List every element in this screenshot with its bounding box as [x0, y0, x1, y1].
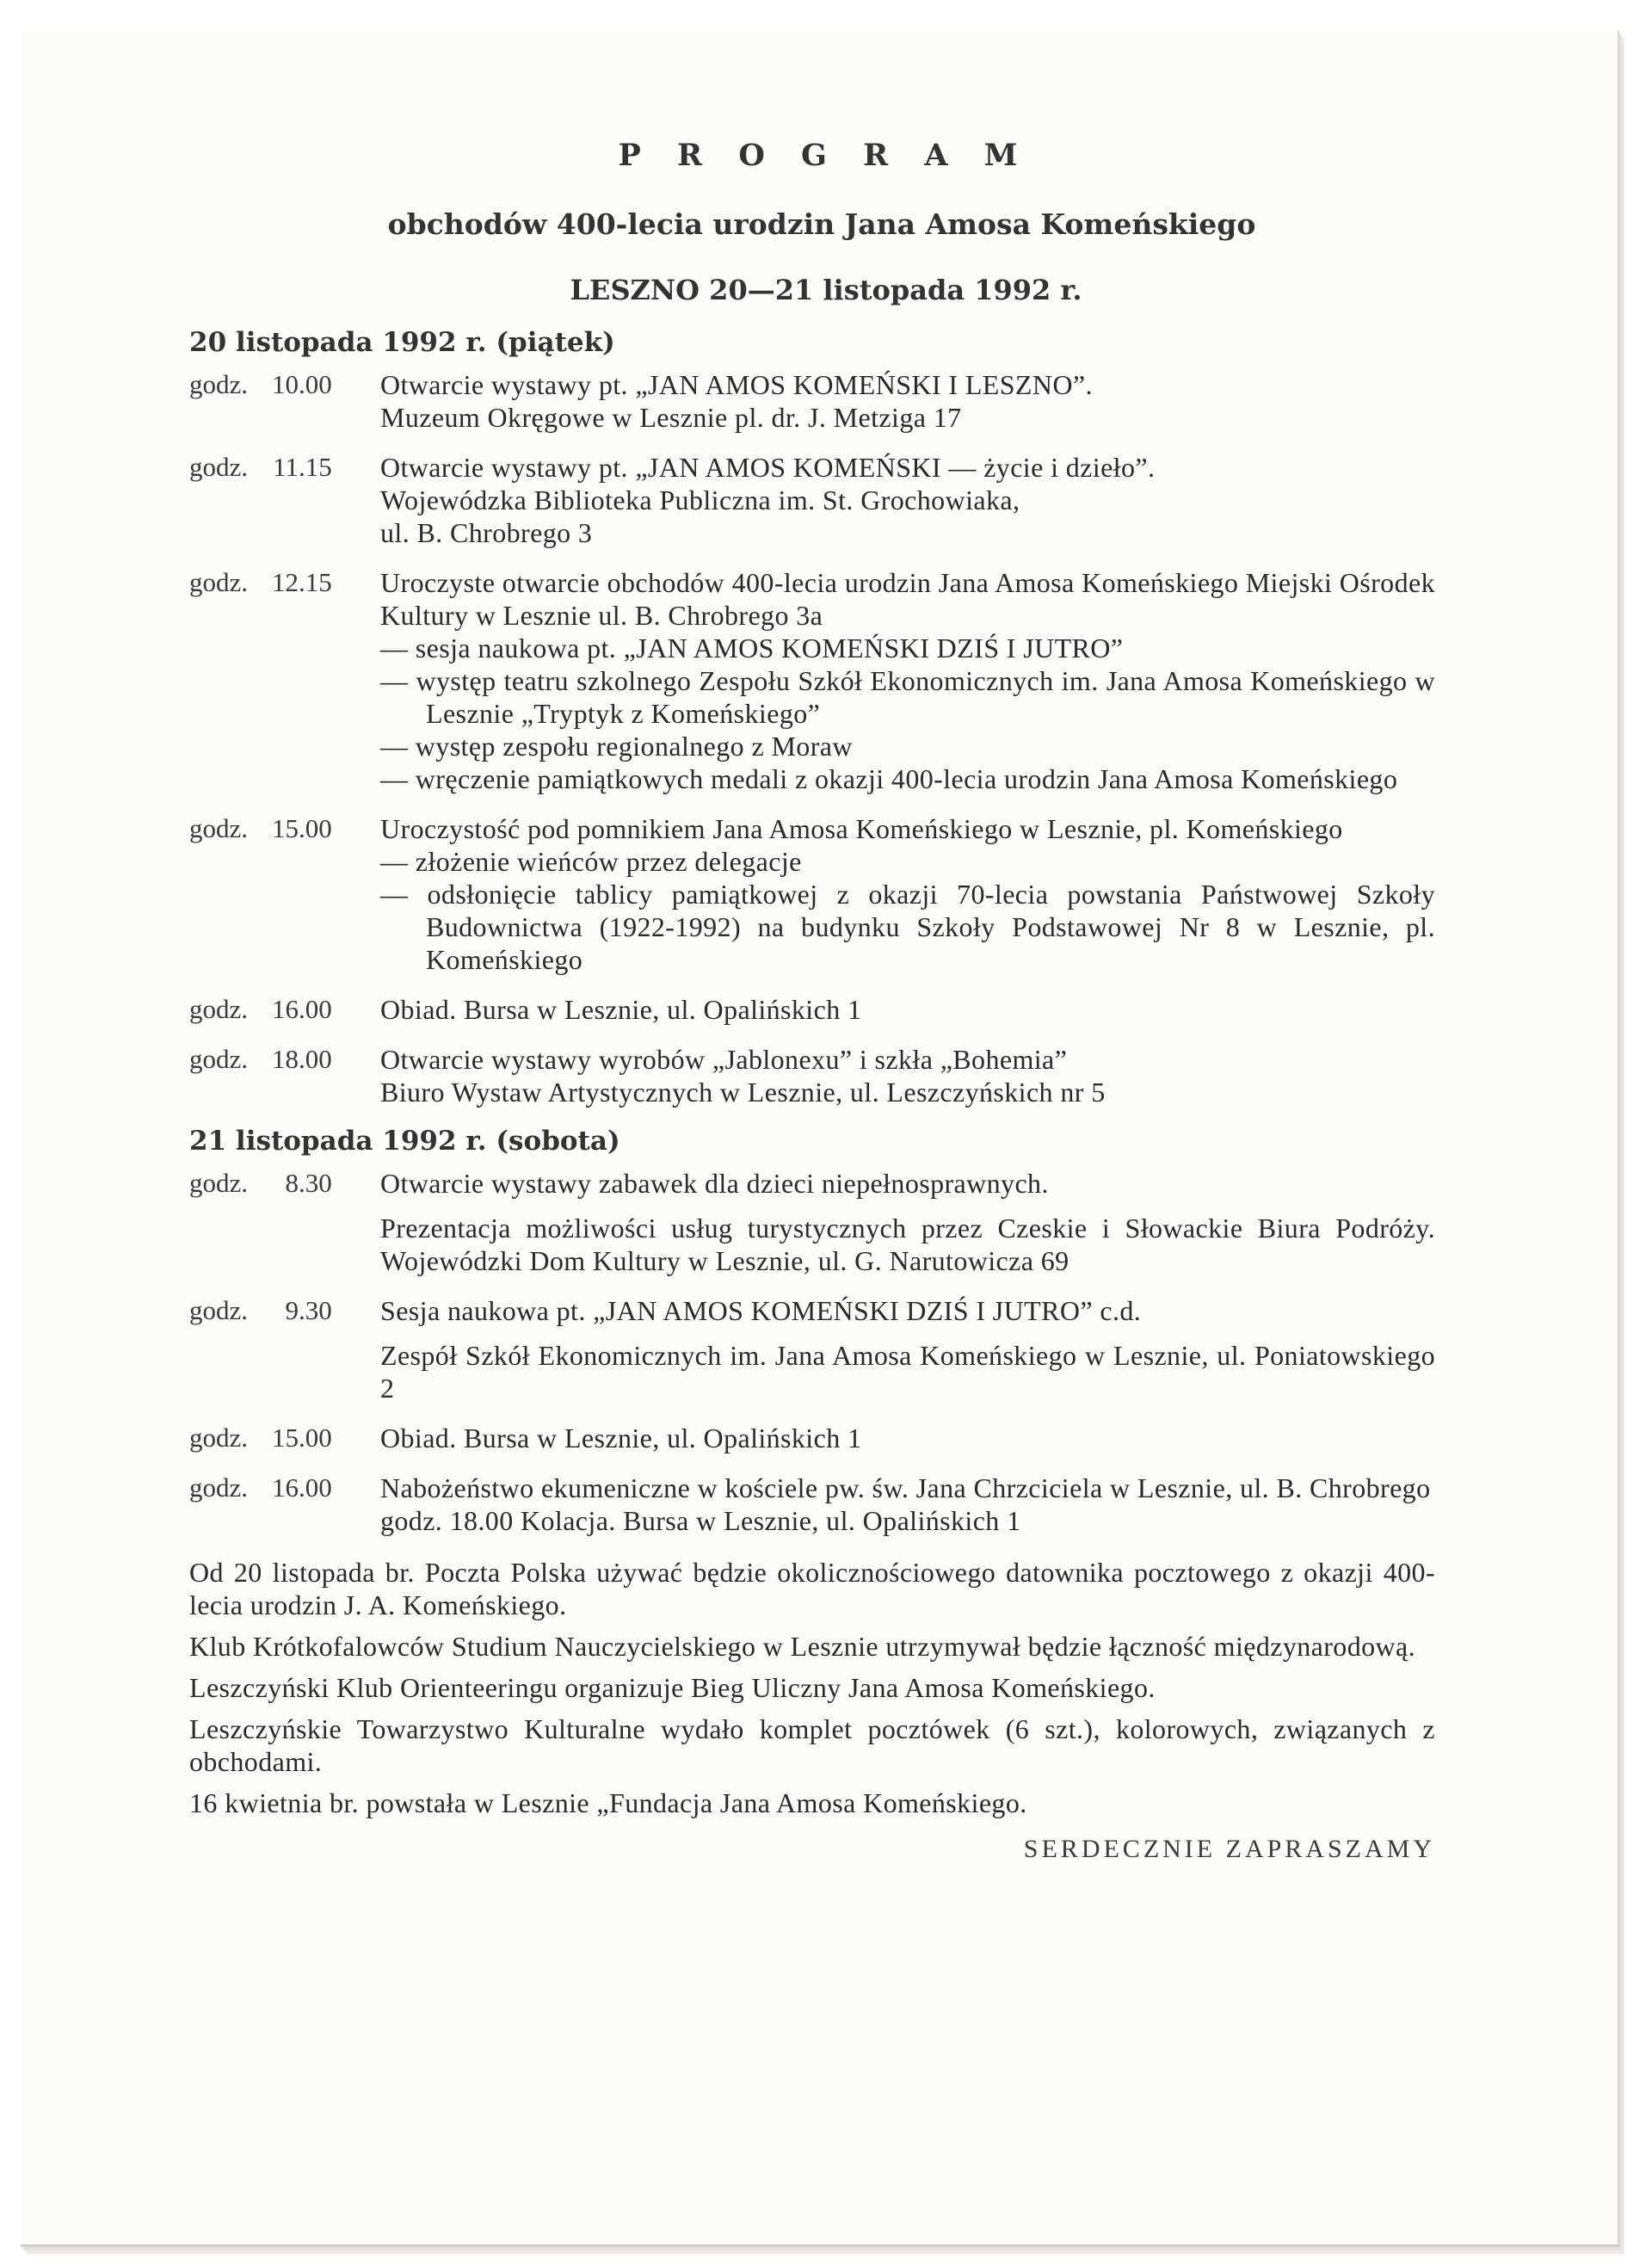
entry-time: godz. 12.15 [189, 567, 332, 597]
entry-body: Nabożeństwo ekumeniczne w kościele pw. św. Jana Chrzciciela w Lesznie, ul. B. Chrobrego godz. 18.00 Kolacja. Bursa w Lesznie, ul. Opalińskich 1 [380, 1472, 1435, 1537]
program-document [189, 103, 1435, 1864]
schedule-entry [189, 1167, 1435, 1277]
closing-invitation: SERDECZNIE ZAPRASZAMY [1023, 1835, 1435, 1863]
schedule-entry [189, 812, 1435, 976]
day-heading-2: 21 listopada 1992 r. (sobota) [189, 1126, 620, 1157]
entry-time: godz. 11.15 [189, 452, 332, 482]
entry-item: — odsłonięcie tablicy pamiątkowej z okazji 70-lecia powstania Państwowej Szkoły Budownictwa (1922-1992) na budynku Szkoły Podstawowej Nr 8 w Lesznie, pl. Komeńskiego [380, 879, 1435, 975]
schedule-entry [189, 368, 1435, 434]
paper-sheet [21, 31, 1619, 2247]
entry-body: Obiad. Bursa w Lesznie, ul. Opalińskich 1 [380, 994, 862, 1025]
schedule-entry [189, 566, 1435, 795]
schedule-entry [189, 1422, 1435, 1454]
entry-time: godz. 16.00 [189, 1472, 332, 1503]
entry-body: Otwarcie wystawy pt. „JAN AMOS KOMEŃSKI I LESZNO”. Muzeum Okręgowe w Lesznie pl. dr. J. Metziga 17 [380, 369, 1093, 433]
entry-item: — sesja naukowa pt. „JAN AMOS KOMEŃSKI DZIŚ I JUTRO” [380, 633, 1124, 663]
entry-time: godz. 9.30 [189, 1295, 332, 1325]
entry-time: godz. 18.00 [189, 1044, 332, 1074]
entry-body: Otwarcie wystawy zabawek dla dzieci niepełnosprawnych. Prezentacja możliwości usług turystycznych przez Czeskie i Słowackie Biura Podróży. Wojewódzki Dom Kultury w Lesznie, ul. G. Narutowicza 69 [380, 1168, 1435, 1276]
entry-time: godz. 16.00 [189, 994, 332, 1024]
entry-item: — wręczenie pamiątkowych medali z okazji 400-lecia urodzin Jana Amosa Komeńskiego [380, 763, 1398, 794]
program-subtitle: obchodów 400-lecia urodzin Jana Amosa Komeńskiego [387, 207, 1256, 241]
schedule-entry [189, 1472, 1435, 1537]
notes-section [189, 1556, 1435, 1819]
note-paragraph: 16 kwietnia br. powstała w Lesznie „Fundacja Jana Amosa Komeńskiego. [189, 1787, 1027, 1818]
entry-time: godz. 10.00 [189, 369, 332, 399]
day-heading-1: 20 listopada 1992 r. (piątek) [189, 327, 615, 358]
note-paragraph: Klub Krótkofalowców Studium Nauczycielskiego w Lesznie utrzymywał będzie łączność międzynarodową. [189, 1631, 1416, 1662]
schedule-entry [189, 1043, 1435, 1108]
sub-entry: godz. 18.00 Kolacja. Bursa w Lesznie, ul. Opalińskich 1 [380, 1505, 1021, 1536]
entry-item: — występ zespołu regionalnego z Moraw [380, 731, 853, 762]
note-paragraph: Leszczyński Klub Orienteeringu organizuje Bieg Uliczny Jana Amosa Komeńskiego. [189, 1672, 1156, 1703]
note-paragraph: Od 20 listopada br. Poczta Polska używać będzie okolicznościowego datownika pocztowego z okazji 400-lecia urodzin J. A. Komeńskiego. [189, 1557, 1435, 1620]
entry-body: Otwarcie wystawy pt. „JAN AMOS KOMEŃSKI — życie i dzieło”. Wojewódzka Biblioteka Publiczna im. St. Grochowiaka, ul. B. Chrobrego 3 [380, 452, 1156, 548]
schedule-entry [189, 1294, 1435, 1404]
entry-body: Obiad. Bursa w Lesznie, ul. Opalińskich 1 [380, 1423, 862, 1453]
entry-time: godz. 15.00 [189, 813, 332, 843]
schedule-entry [189, 993, 1435, 1026]
entry-time: godz. 8.30 [189, 1168, 332, 1198]
entry-body: Uroczystość pod pomnikiem Jana Amosa Komeńskiego w Lesznie, pl. Komeńskiego — złożenie wieńców przez delegacje — odsłonięcie tablicy pamiątkowej z okazji 70-lecia powstania Państwowej Szkoły Budownictwa (1922-1992) na budynku Szkoły Podstawowej Nr 8 w Lesznie, pl. Komeńskiego [380, 813, 1435, 975]
entry-body: Uroczyste otwarcie obchodów 400-lecia urodzin Jana Amosa Komeńskiego Miejski Ośrodek Kultury w Lesznie ul. B. Chrobrego 3a — sesja naukowa pt. „JAN AMOS KOMEŃSKI DZIŚ I JUTRO” — występ teatru szkolnego Zespołu Szkół Ekonomicznych im. Jana Amosa Komeńskiego w Lesznie „Tryptyk z Komeńskiego” — występ zespołu regionalnego z Moraw — wręczenie pamiątkowych medali z okazji 400-lecia urodzin Jana Amosa Komeńskiego [380, 567, 1435, 794]
entry-body: Otwarcie wystawy wyrobów „Jablonexu” i szkła „Bohemia” Biuro Wystaw Artystycznych w Lesznie, ul. Leszczyńskich nr 5 [380, 1044, 1106, 1108]
entry-item: — złożenie wieńców przez delegacje [380, 846, 802, 877]
note-paragraph: Leszczyńskie Towarzystwo Kulturalne wydało komplet pocztówek (6 szt.), kolorowych, związanych z obchodami. [189, 1713, 1435, 1777]
schedule-entry [189, 451, 1435, 549]
entry-body: Sesja naukowa pt. „JAN AMOS KOMEŃSKI DZIŚ I JUTRO” c.d. Zespół Szkół Ekonomicznych im. Jana Amosa Komeńskiego w Lesznie, ul. Poniatowskiego 2 [380, 1295, 1435, 1404]
program-title: P R O G R A M [618, 138, 1031, 173]
program-place-date: LESZNO 20—21 listopada 1992 r. [570, 274, 1082, 306]
entry-item: — występ teatru szkolnego Zespołu Szkół Ekonomicznych im. Jana Amosa Komeńskiego w Lesznie „Tryptyk z Komeńskiego” [380, 665, 1435, 729]
entry-time: godz. 15.00 [189, 1423, 332, 1453]
